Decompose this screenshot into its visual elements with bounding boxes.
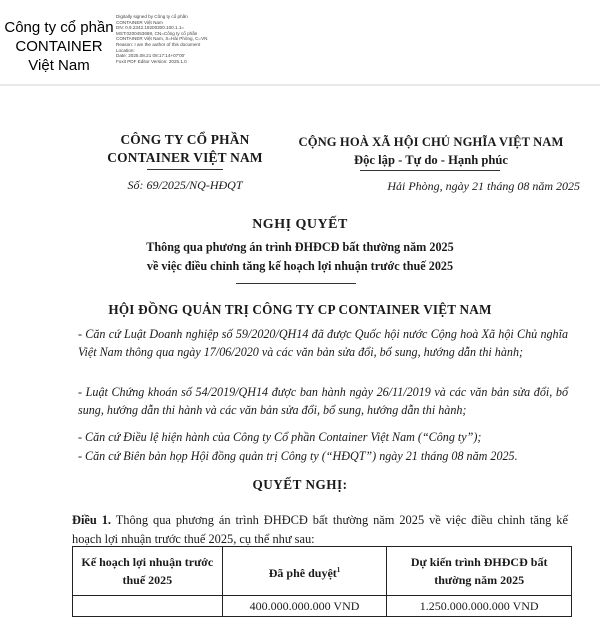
motto-underline [360,170,500,171]
signature-detail-line: Location: [116,47,135,53]
article-1 [72,511,568,549]
legal-basis-item: - Luật Chứng khoán số 54/2019/QH14 được ban hành ngày 26/11/2019 và các văn bản sửa đổi, bổ sung, hướng dẫn thi hành và các văn bản sửa đổi, bổ sung, hướng dẫn thi hành; [78,385,568,417]
document-number: Số: 69/2025/NQ-HĐQT [127,178,243,192]
signer-name-line: Công ty cổ phần [4,19,114,36]
table-header-cell: Dự kiến trình ĐHĐCĐ bất thường năm 2025 [387,547,572,596]
document-subtitle-line1: Thông qua phương án trình ĐHĐCĐ bất thường năm 2025 [146,240,454,254]
signer-name-line: CONTAINER [15,38,103,55]
signature-detail-line: Date: 2025.08.21 08:17:14+07'00' [116,53,186,59]
signature-detail-line: Foxit PDF Editor Version: 2025.1.0 [116,58,187,64]
signature-detail-line: DN: 0.9.2342.19200300.100.1.1= [116,25,185,31]
table-cell: 1.250.000.000.000 VND [387,596,572,617]
signer-name [4,18,114,75]
title-underline [236,283,356,284]
table-header-text: Đã phê duyệt [268,565,337,580]
profit-plan-table [72,546,572,617]
page-edge-divider [0,84,600,86]
company-name [90,131,280,170]
table-header-row [73,547,572,596]
signature-detail-line: MST:0200453688, CN=Công ty cổ phần [116,30,198,36]
signer-name-line: Việt Nam [28,57,90,74]
table-cell: 400.000.000.000 VND [222,596,387,617]
company-name-line1: CÔNG TY CỔ PHẦN [120,132,250,147]
legal-basis-item: - Căn cứ Luật Doanh nghiệp số 59/2020/QH14 đã được Quốc hội nước Cộng hoà Xã hội Chủ nghĩa Việt Nam thông qua ngày 17/06/2020 và các văn bản sửa đổi, bổ sung, hướng dẫn thi hành; [78,327,568,359]
place-and-date: Hải Phòng, ngày 21 tháng 08 năm 2025 [387,179,580,193]
signature-details [116,14,236,64]
document-title: NGHỊ QUYẾT [252,217,348,232]
national-heading: CỘNG HOÀ XÃ HỘI CHỦ NGHĨA VIỆT NAM [298,135,564,149]
table-cell [73,596,223,617]
legal-basis-item: - Căn cứ Biên bản họp Hội đồng quản trị Công ty (“HĐQT”) ngày 21 tháng 08 năm 2025. [78,449,518,463]
table-header-cell [222,547,387,596]
board-heading: HỘI ĐỒNG QUẢN TRỊ CÔNG TY CP CONTAINER VIỆT NAM [108,302,492,317]
article-1-text: Thông qua phương án trình ĐHĐCĐ bất thường năm 2025 về việc điều chỉnh tăng kế hoạch lợi nhuận trước thuế 2025, cụ thể như sau: [72,513,568,546]
company-underline [147,169,223,170]
digital-signature-block [0,0,230,82]
company-name-line2: CONTAINER VIỆT NAM [107,150,263,165]
signature-detail-line: CONTAINER Việt Nam [116,19,163,25]
table-row [73,596,572,617]
national-motto: Độc lập - Tự do - Hạnh phúc [354,153,508,167]
signature-detail-line: Reason: I am the author of this document [116,41,201,47]
footnote-marker: 1 [336,565,341,574]
signature-detail-line: CONTAINER Việt Nam, S=Hải Phòng, C=VN [116,36,208,42]
document-subtitle-line2: về việc điều chỉnh tăng kế hoạch lợi nhuận trước thuế 2025 [146,259,454,273]
article-1-label: Điều 1. [72,513,112,527]
signature-detail-line: Digitally signed by Công ty cổ phần [116,14,188,19]
decision-heading: QUYẾT NGHỊ: [252,477,348,492]
legal-basis-item: - Căn cứ Điều lệ hiện hành của Công ty Cổ phần Container Việt Nam (“Công ty”); [78,430,482,444]
table-header-cell: Kế hoạch lợi nhuận trước thuế 2025 [73,547,223,596]
